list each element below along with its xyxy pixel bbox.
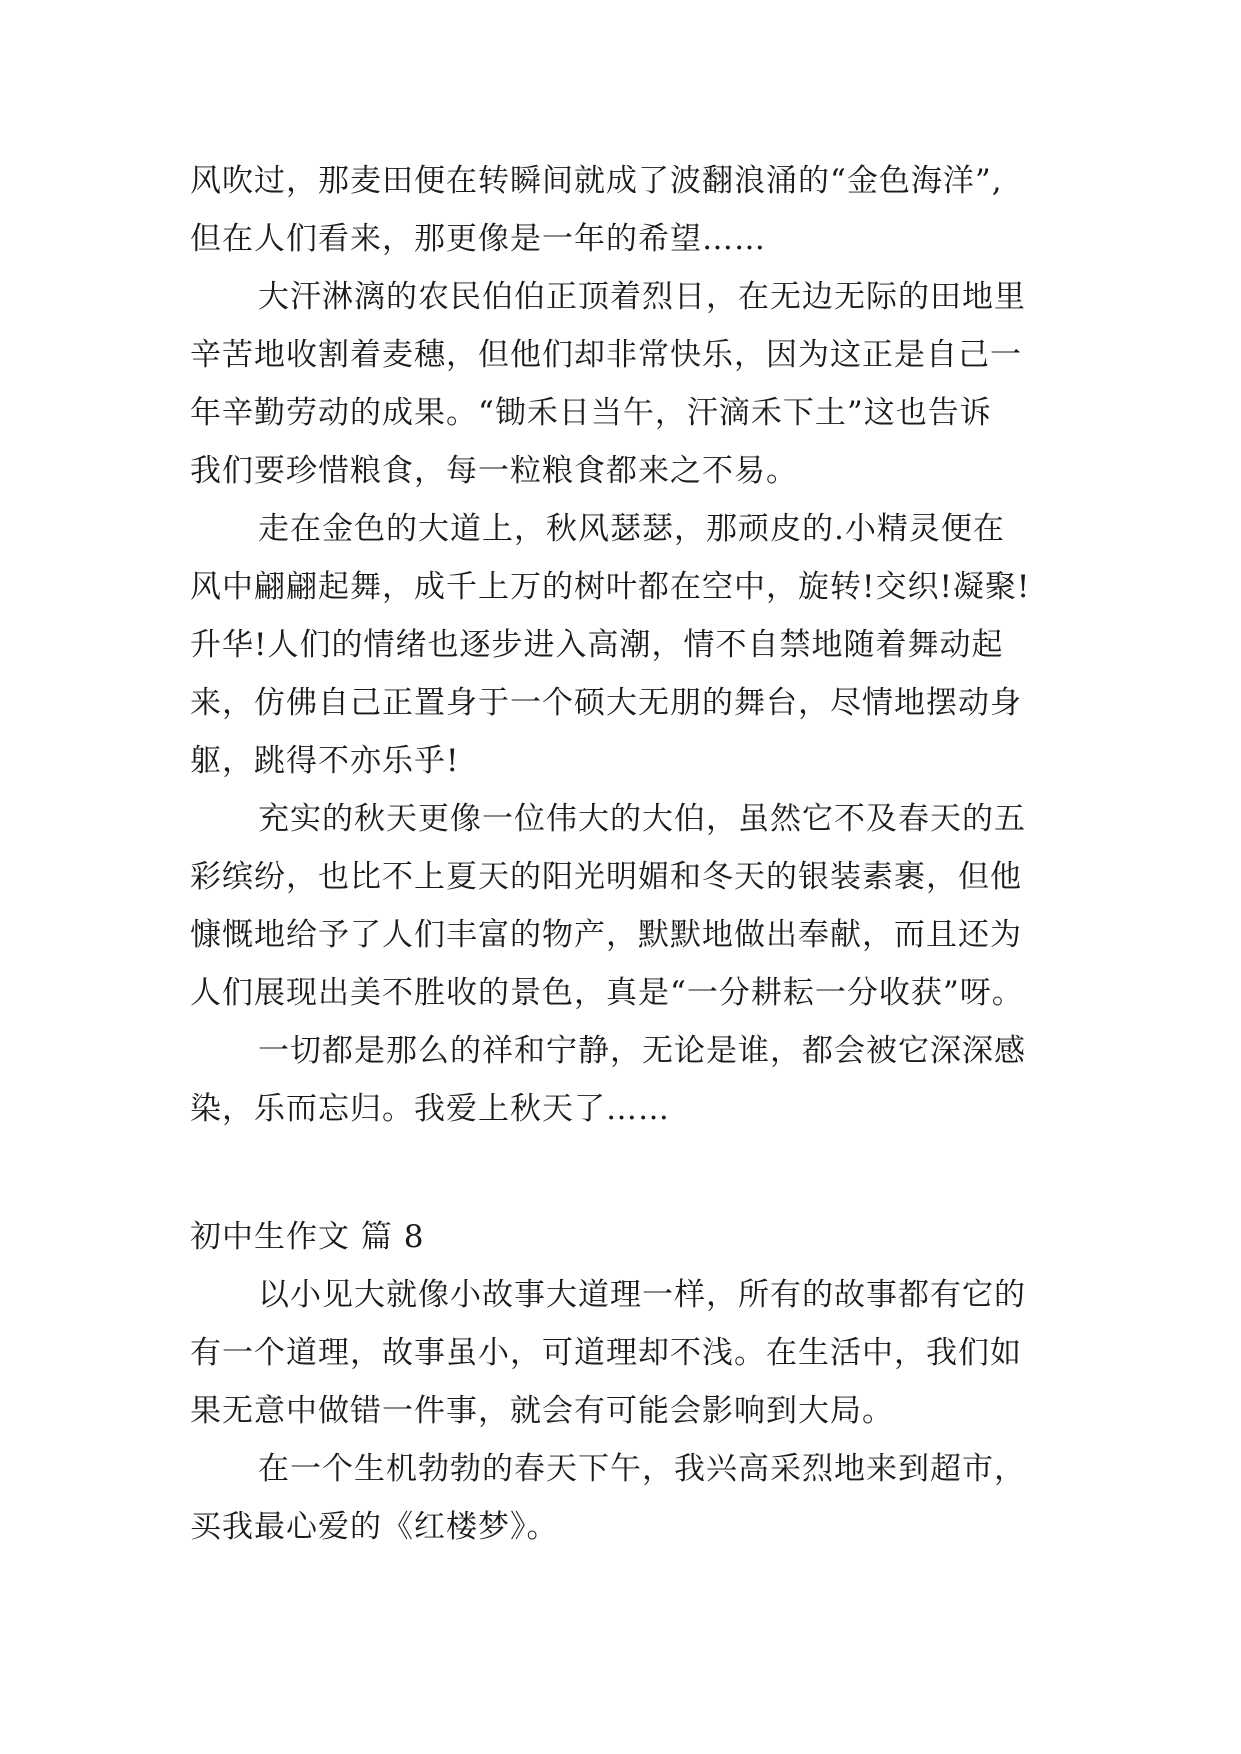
text-line: 我们要珍惜粮食，每一粒粮食都来之不易。 xyxy=(190,453,798,489)
text-line: 但在人们看来，那更像是一年的希望…… xyxy=(190,221,766,257)
text-line: 辛苦地收割着麦穗，但他们却非常快乐，因为这正是自己一 xyxy=(190,337,1022,373)
text-line: 染，乐而忘归。我爱上秋天了…… xyxy=(190,1091,670,1127)
text-line: 一切都是那么的祥和宁静，无论是谁，都会被它深深感 xyxy=(258,1033,1026,1069)
paragraph-supermarket xyxy=(190,1440,1050,1556)
text-line: 风中翩翩起舞，成千上万的树叶都在空中，旋转!交织!凝聚! xyxy=(190,569,1031,605)
text-line: 人们展现出美不胜收的景色，真是“一分耕耘一分收获”呀。 xyxy=(190,975,1024,1011)
text-line: 大汗淋漓的农民伯伯正顶着烈日，在无边无际的田地里 xyxy=(258,279,1026,315)
text-line: 风吹过，那麦田便在转瞬间就成了波翻浪涌的“金色海洋”, xyxy=(190,163,1003,199)
section-spacer xyxy=(190,1138,1050,1208)
text-line: 以小见大就像小故事大道理一样，所有的故事都有它的 xyxy=(258,1277,1026,1313)
text-line: 买我最心爱的《红楼梦》。 xyxy=(190,1509,559,1545)
document-body xyxy=(190,152,1050,1556)
text-line: 果无意中做错一件事，就会有可能会影响到大局。 xyxy=(190,1393,894,1429)
text-line: 年辛勤劳动的成果。“锄禾日当午，汗滴禾下土”这也告诉 xyxy=(190,395,992,431)
paragraph-autumn-uncle xyxy=(190,790,1050,1022)
text-line: 在一个生机勃勃的春天下午，我兴高采烈地来到超市， xyxy=(258,1451,1026,1487)
essay-heading: 初中生作文 篇 8 xyxy=(190,1219,425,1255)
text-line: 来，仿佛自己正置身于一个硕大无朋的舞台，尽情地摆动身 xyxy=(190,685,1022,721)
text-line: 慷慨地给予了人们丰富的物产，默默地做出奉献，而且还为 xyxy=(190,917,1022,953)
text-line: 走在金色的大道上，秋风瑟瑟，那顽皮的.小精灵便在 xyxy=(258,511,1005,547)
paragraph-golden-road xyxy=(190,500,1050,790)
text-line: 有一个道理，故事虽小，可道理却不浅。在生活中，我们如 xyxy=(190,1335,1022,1371)
text-line: 躯，跳得不亦乐乎! xyxy=(190,743,460,779)
text-line: 彩缤纷，也比不上夏天的阳光明媚和冬天的银装素裹，但他 xyxy=(190,859,1022,895)
paragraph-peaceful xyxy=(190,1022,1050,1138)
text-line: 充实的秋天更像一位伟大的大伯，虽然它不及春天的五 xyxy=(258,801,1026,837)
paragraph-farmers xyxy=(190,268,1050,500)
paragraph-wind-wheat xyxy=(190,152,1050,268)
paragraph-small-big xyxy=(190,1266,1050,1440)
text-line: 升华!人们的情绪也逐步进入高潮，情不自禁地随着舞动起 xyxy=(190,627,1004,663)
